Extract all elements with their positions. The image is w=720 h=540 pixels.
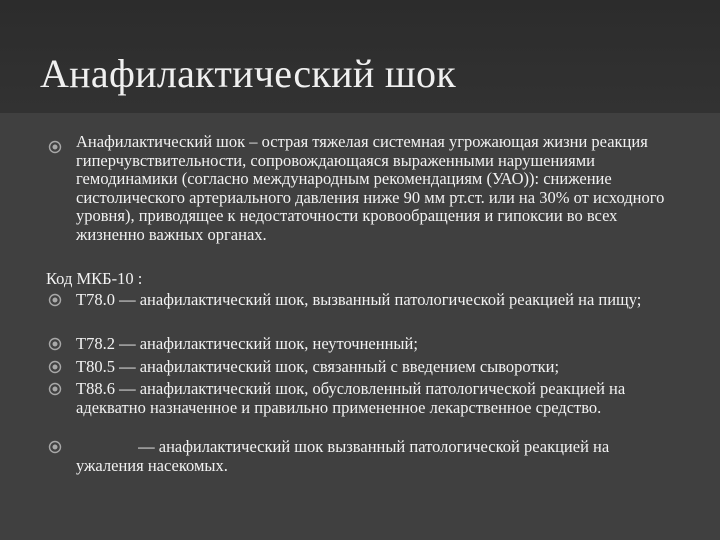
icd-description: — анафилактический шок, вызванный патологической реакцией на пищу; bbox=[114, 290, 642, 309]
circled-bullet-icon bbox=[48, 360, 62, 374]
icd-item bbox=[76, 358, 676, 377]
icd-description: — анафилактический шок, связанный с введением сыворотки; bbox=[114, 357, 560, 376]
circled-bullet-icon bbox=[48, 140, 62, 154]
icd-description: — анафилактический шок, обусловленный патологической реакцией на адекватно назначенное и правильно примененное лекарственное средство. bbox=[76, 379, 626, 417]
circled-bullet-icon bbox=[48, 440, 62, 454]
icd-description: — анафилактический шок, неуточненный; bbox=[114, 334, 418, 353]
icd-code: Т80.5 bbox=[76, 357, 115, 376]
icd-description: — анафилактический шок вызванный патологической реакцией на ужаления насекомых. bbox=[76, 437, 610, 475]
icd-code: Т78.0 bbox=[76, 290, 115, 309]
intro-paragraph: Анафилактический шок – острая тяжелая системная угрожающая жизни реакция гиперчувствительности, сопровождающаяся выраженными нарушениями гемодинамики (согласно международным рекомендациям (УАО)): снижение систолического артериального давления ниже 90 мм рт.ст. или на 30% от исходного уровня), приводящее к недостаточности кровообращения и гипоксии во всех жизненно важных органах. bbox=[76, 132, 665, 244]
icd-item bbox=[76, 438, 676, 475]
icd-code: Т88.6 bbox=[76, 379, 115, 398]
circled-bullet-icon bbox=[48, 293, 62, 307]
icd-label: Код МКБ-10 : bbox=[46, 269, 143, 288]
circled-bullet-icon bbox=[48, 337, 62, 351]
icd-item bbox=[76, 291, 676, 310]
icd-item bbox=[76, 335, 676, 354]
icd-code: Т78.2 bbox=[76, 334, 115, 353]
circled-bullet-icon bbox=[48, 382, 62, 396]
icd-item bbox=[76, 380, 676, 417]
slide-title: Анафилактический шок bbox=[40, 51, 456, 96]
